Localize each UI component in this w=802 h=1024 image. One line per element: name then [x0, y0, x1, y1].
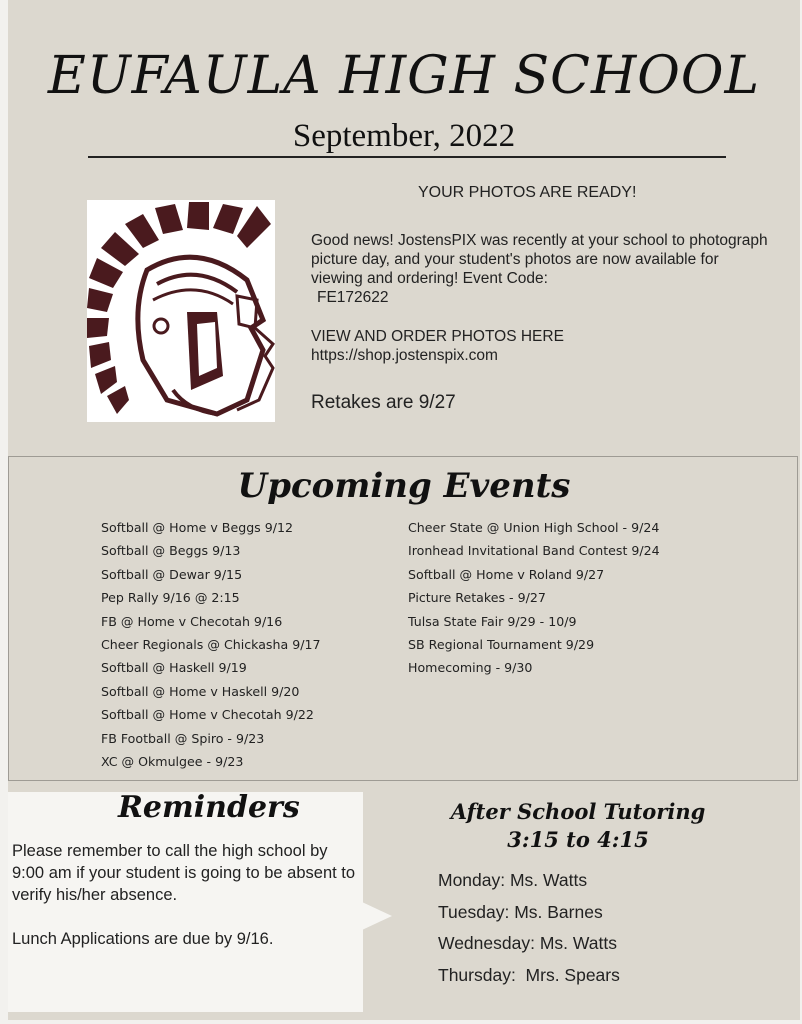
- tutoring-title: After School Tutoring: [450, 799, 706, 824]
- event-item: Cheer State @ Union High School - 9/24: [408, 520, 660, 535]
- event-item: Softball @ Beggs 9/13: [101, 543, 241, 559]
- events-list-left: [101, 516, 320, 773]
- event-item: FB @ Home v Checotah 9/16: [101, 613, 283, 629]
- page-title: EUFAULA HIGH SCHOOL: [47, 46, 761, 106]
- tutoring-day: Monday: Ms. Watts: [438, 870, 588, 890]
- retakes-note: Retakes are 9/27: [311, 392, 456, 413]
- event-item: Softball @ Home v Roland 9/27: [408, 566, 605, 582]
- tutoring-schedule: [438, 865, 620, 991]
- event-item: Ironhead Invitational Band Contest 9/24: [408, 543, 660, 559]
- photos-body: Good news! JostensPIX was recently at your school to photograph picture day, and your student's photos are now available for viewing and ordering! Event Code:: [311, 232, 768, 287]
- event-item: XC @ Okmulgee - 9/23: [101, 753, 244, 769]
- event-item: SB Regional Tournament 9/29: [408, 636, 595, 652]
- event-item: Softball @ Haskell 9/19: [101, 660, 247, 676]
- event-item: Homecoming - 9/30: [408, 660, 533, 676]
- event-code: FE172622: [317, 289, 389, 306]
- event-item: Softball @ Home v Beggs 9/12: [101, 520, 294, 535]
- event-item: Softball @ Home v Checotah 9/22: [101, 707, 314, 723]
- photos-heading: YOUR PHOTOS ARE READY!: [418, 184, 637, 201]
- spartan-helmet-icon: [87, 200, 275, 422]
- tutoring-day: Wednesday: Ms. Watts: [438, 933, 617, 953]
- photos-announcement: [311, 231, 771, 365]
- event-item: FB Football @ Spiro - 9/23: [101, 730, 265, 746]
- tutoring-day: Tuesday: Ms. Barnes: [438, 901, 603, 922]
- event-item: Softball @ Dewar 9/15: [101, 566, 243, 582]
- tutoring-header: [418, 798, 738, 854]
- lunch-reminder: Lunch Applications are due by 9/16.: [12, 930, 274, 948]
- events-list-right: [408, 516, 660, 680]
- spartan-logo: [87, 200, 275, 422]
- newsletter-page: [8, 0, 800, 1020]
- absence-reminder: Please remember to call the high school by 9:00 am if your student is going to be absent to verify his/her absence.: [12, 842, 356, 904]
- reminders-pointer: [362, 902, 392, 930]
- tutoring-day: Thursday: Mrs. Spears: [438, 964, 620, 985]
- event-item: Tulsa State Fair 9/29 - 10/9: [408, 613, 577, 629]
- title-divider: [88, 156, 726, 158]
- event-item: Softball @ Home v Haskell 9/20: [101, 683, 300, 699]
- event-item: Pep Rally 9/16 @ 2:15: [101, 590, 240, 606]
- reminders-body: [12, 840, 357, 950]
- photos-url-link[interactable]: https://shop.jostenspix.com: [311, 347, 498, 364]
- event-item: Cheer Regionals @ Chickasha 9/17: [101, 636, 321, 652]
- event-item: Picture Retakes - 9/27: [408, 590, 546, 606]
- view-order-label: VIEW AND ORDER PHOTOS HERE: [311, 328, 564, 345]
- tutoring-time: 3:15 to 4:15: [507, 827, 649, 852]
- month-subtitle: September, 2022: [292, 118, 516, 154]
- events-title: Upcoming Events: [237, 466, 571, 506]
- reminders-title: Reminders: [118, 790, 300, 825]
